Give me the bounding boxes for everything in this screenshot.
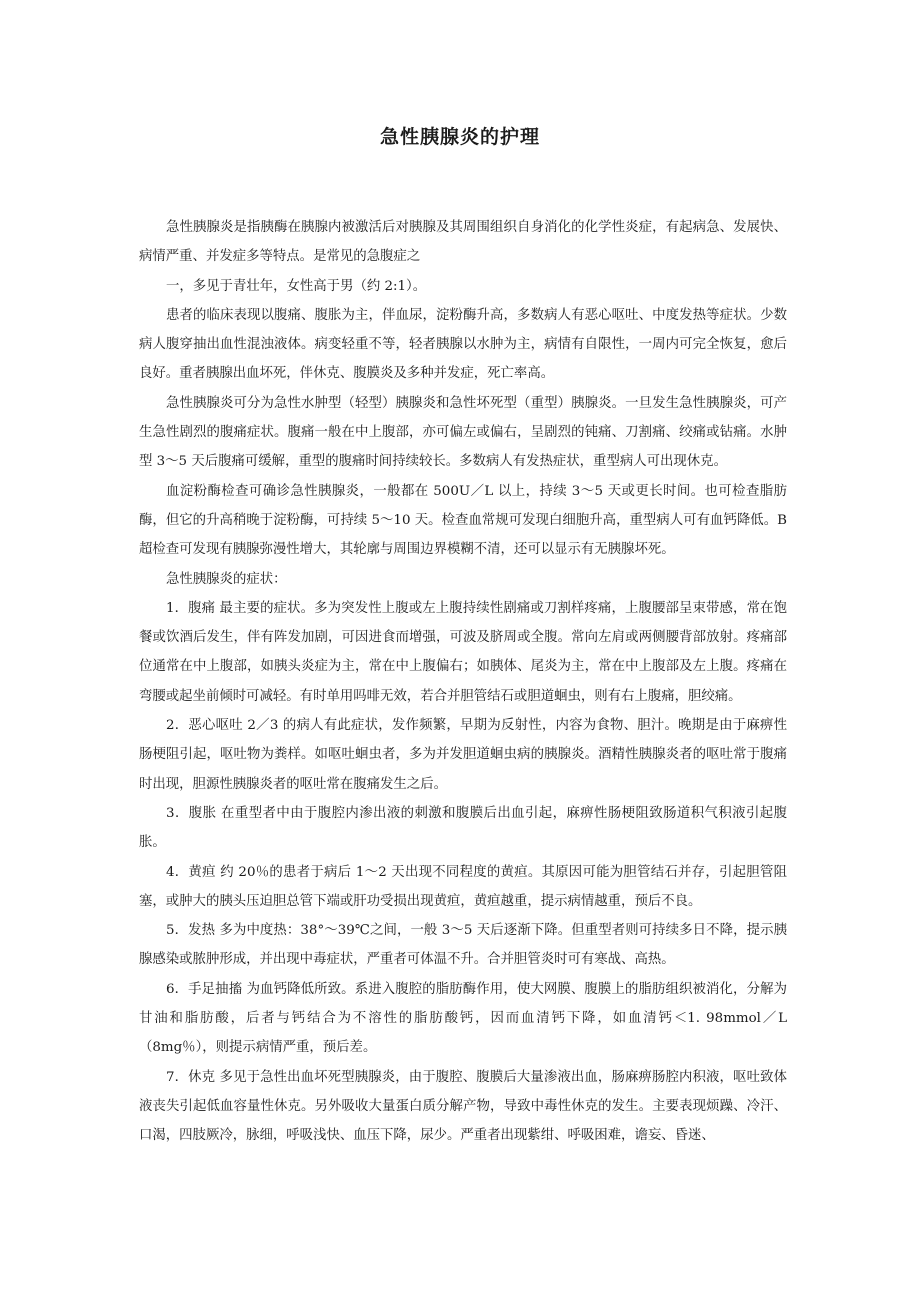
paragraph-symptoms-heading: 急性胰腺炎的症状： [166, 571, 287, 587]
paragraph-symptom-7: 7．休克 多见于急性出血坏死型胰腺炎，由于腹腔、腹膜后大量渗液出血，肠麻痹肠腔内积液，呕吐致体液丧失引起低血容量性休克。另外吸收大量蛋白质分解产物，导致中毒性休克的发生。主要表现烦躁、冷汗、口渴，四肢厥冷，脉细，呼吸浅快、血压下降，尿少。严重者出现紫绀、呼吸困难，谵妄、昏迷、 [139, 1069, 787, 1144]
paragraph-classification: 急性胰腺炎可分为急性水肿型（轻型）胰腺炎和急性坏死型（重型）胰腺炎。一旦发生急性胰腺炎，可产生急性剧烈的腹痛症状。腹痛一般在中上腹部，亦可偏左或偏右，呈剧烈的钝痛、刀割痛、绞痛或钻痛。水肿型 3～5 天后腹痛可缓解，重型的腹痛时间持续较长。多数病人有发热症状，重型病人可出现休克。 [139, 395, 787, 470]
paragraph-intro: 急性胰腺炎是指胰酶在胰腺内被激活后对胰腺及其周围组织自身消化的化学性炎症，有起病急、发展快、病情严重、并发症多等特点。是常见的急腹症之 [139, 220, 787, 265]
document-body [139, 213, 787, 1151]
paragraph-tests: 血淀粉酶检查可确诊急性胰腺炎，一般都在 500U／L 以上，持续 3～5 天或更长时间。也可检查脂肪酶，但它的升高稍晚于淀粉酶，可持续 5～10 天。检查血常规可发现白细胞升高，重型病人可有血钙降低。B 超检查可发现有胰腺弥漫性增大，其轮廓与周围边界模糊不清，还可以显示有无胰腺坏死。 [139, 483, 787, 558]
paragraph-symptom-2: 2．恶心呕吐 2／3 的病人有此症状，发作频繁，早期为反射性，内容为食物、胆汁。晚期是由于麻痹性肠梗阻引起，呕吐物为粪样。如呕吐蛔虫者，多为并发胆道蛔虫病的胰腺炎。酒精性胰腺炎者的呕吐常于腹痛时出现，胆源性胰腺炎者的呕吐常在腹痛发生之后。 [139, 718, 787, 792]
paragraph-intro-continued: 一，多见于青壮年，女性高于男（约 2:1）。 [166, 278, 427, 294]
paragraph-symptom-4: 4．黄疸 约 20％的患者于病后 1～2 天出现不同程度的黄疸。其原因可能为胆管结石并存，引起胆管阻塞，或肿大的胰头压迫胆总管下端或肝功受损出现黄疸，黄疸越重，提示病情越重，预后不良。 [139, 864, 787, 909]
paragraph-symptom-6: 6．手足抽搐 为血钙降低所致。系进入腹腔的脂肪酶作用，使大网膜、腹膜上的脂肪组织被消化，分解为甘油和脂肪酸，后者与钙结合为不溶性的脂肪酸钙，因而血清钙下降，如血清钙＜1. 98mmol／L（8mg％），则提示病情严重，预后差。 [139, 981, 787, 1056]
paragraph-symptom-5: 5．发热 多为中度热：38°～39℃之间，一般 3～5 天后逐渐下降。但重型者则可持续多日不降，提示胰腺感染或脓肿形成，并出现中毒症状，严重者可体温不升。合并胆管炎时可有寒战、高热。 [139, 923, 787, 968]
paragraph-symptom-3: 3．腹胀 在重型者中由于腹腔内渗出液的刺激和腹膜后出血引起，麻痹性肠梗阻致肠道积气积液引起腹胀。 [139, 805, 787, 851]
document-title: 急性胰腺炎的护理 [379, 126, 540, 148]
paragraph-clinical: 患者的临床表现以腹痛、腹胀为主，伴血尿，淀粉酶升高，多数病人有恶心呕吐、中度发热等症状。少数病人腹穿抽出血性混浊液体。病变轻重不等，轻者胰腺以水肿为主，病情有自限性，一周内可完全恢复，愈后良好。重者胰腺出血坏死，伴休克、腹膜炎及多种并发症，死亡率高。 [139, 307, 787, 382]
paragraph-symptom-1: 1．腹痛 最主要的症状。多为突发性上腹或左上腹持续性剧痛或刀割样疼痛，上腹腰部呈束带感，常在饱餐或饮酒后发生，伴有阵发加剧，可因进食而增强，可波及脐周或全腹。常向左肩或两侧腰背部放射。疼痛部位通常在中上腹部，如胰头炎症为主，常在中上腹偏右；如胰体、尾炎为主，常在中上腹部及左上腹。疼痛在弯腰或起坐前倾时可减轻。有时单用吗啡无效，若合并胆管结石或胆道蛔虫，则有右上腹痛，胆绞痛。 [139, 600, 787, 704]
